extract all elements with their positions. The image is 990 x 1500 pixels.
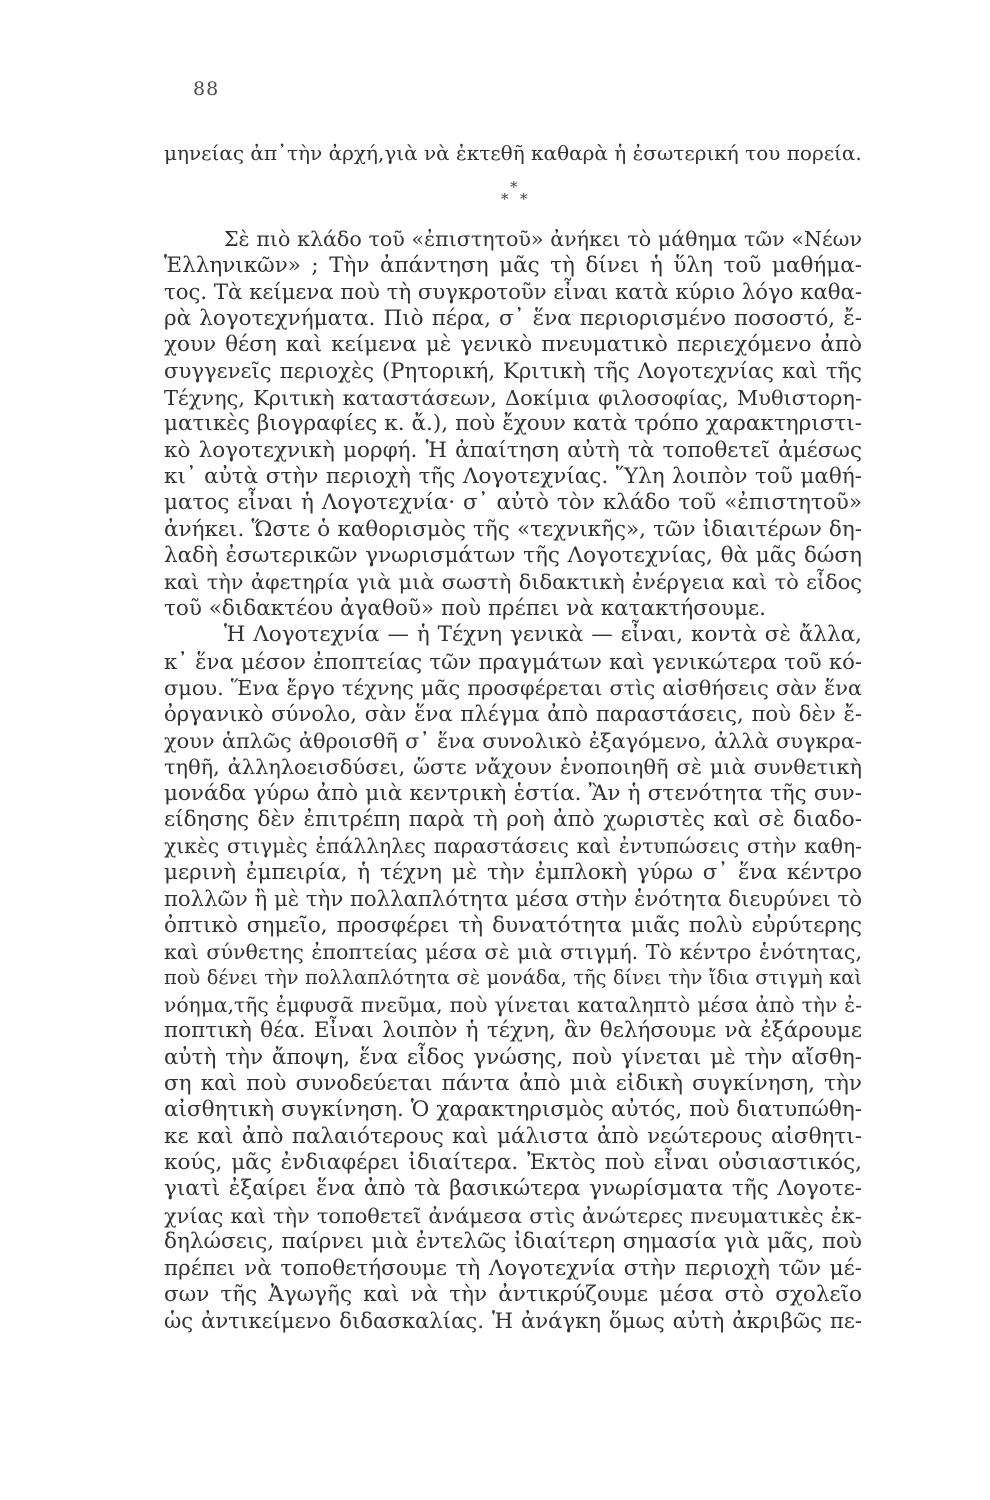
text-line: πολλῶν ἢ μὲ τὴν πολλαπλότητα μέσα στὴν ἑνότητα διευρύνει τὸ [164,886,862,912]
text-line: σμου. Ἕνα ἔργο τέχνης μᾶς προσφέρεται στὶς αἰσθήσεις σὰν ἕνα [164,676,862,701]
text-line: καὶ τὴν ἀφετηρία γιὰ μιὰ σωστὴ διδακτικὴ ἐνέργεια καὶ τὸ εἶδος [164,570,862,595]
text-line: γιατὶ ἐξαίρει ἕνα ἀπὸ τὰ βασικώτερα γνωρίσματα τῆς Λογοτε- [164,1176,862,1202]
text-line: σων τῆς Ἀγωγῆς καὶ νὰ τὴν ἀντικρύζουμε μέσα στὸ σχολεῖο [164,1282,862,1308]
text-line: τηθῆ, ἀλληλοεισδύσει, ὥστε νἄχουν ἑνοποιηθῆ σὲ μιὰ συνθετικὴ [164,755,862,780]
text-line: λαδὴ ἐσωτερικῶν γνωρισμάτων τῆς Λογοτεχνίας, θὰ μᾶς δώση [164,543,862,569]
text-line: νόημα,τῆς ἐμφυσᾶ πνεῦμα, ποὺ γίνεται καταληπτὸ μέσα ἀπὸ τὴν ἐ- [164,992,862,1017]
text-line: ὡς ἀντικείμενο διδασκαλίας. Ἡ ἀνάγκη ὅμως αὐτὴ ἀκριβῶς πε- [164,1308,862,1334]
text-line: κ᾽ ἕνα μέσον ἐποπτείας τῶν πραγμάτων καὶ γενικώτερα τοῦ κό- [164,648,862,674]
text-line: Τέχνης, Κριτικὴ καταστάσεων, Δοκίμια φιλοσοφίας, Μυθιστορη- [164,385,862,410]
text-line: χικὲς στιγμὲς ἐπάλληλες παραστάσεις καὶ ἐντυπώσεις στὴν καθη- [164,834,862,859]
asterism-star: * [501,190,509,209]
text-line: είδησης δὲν ἐπιτρέπη παρὰ τὴ ροὴ ἀπὸ χωριστὲς καὶ σὲ διαδο- [164,806,862,832]
text-line: κι᾽ αὐτὰ στὴν περιοχὴ τῆς Λογοτεχνίας. Ὕλη λοιπὸν τοῦ μαθή- [164,463,862,489]
asterism-separator [164,166,862,226]
asterism-star: * [520,190,528,209]
text-line: κούς, μᾶς ἐνδιαφέρει ἰδιαίτερα. Ἐκτὸς ποὺ εἶναι οὐσιαστικός, [164,1150,862,1176]
text-line: δηλώσεις, παίρνει μιὰ ἐντελῶς ἰδιαίτερη σημασία γιὰ μᾶς, ποὺ [164,1229,862,1255]
text-line: χουν θέση καὶ κείμενα μὲ γενικὸ πνευματικὸ περιεχόμενο ἀπὸ [164,331,862,357]
text-line: ὀργανικὸ σύνολο, σὰν ἕνα πλέγμα ἀπὸ παραστάσεις, ποὺ δὲν ἔ- [164,701,862,727]
paragraph-first-line: Ἡ Λογοτεχνία — ἡ Τέχνη γενικὰ — εἶναι, κοντὰ σὲ ἄλλα, [224,622,862,648]
text-line: ἀνήκει. Ὥστε ὁ καθορισμὸς τῆς «τεχνικῆς», τῶν ἰδιαιτέρων δη- [164,516,862,542]
paragraph-first-line: Σὲ πιὸ κλάδο τοῦ «ἐπιστητοῦ» ἀνήκει τὸ μάθημα τῶν «Νέων [224,227,862,252]
text-line: ματος εἶναι ἡ Λογοτεχνία· σ᾽ αὐτὸ τὸν κλάδο τοῦ «ἐπιστητοῦ» [164,490,862,516]
text-line: καὶ σύνθετης ἐποπτείας μέσα σὲ μιὰ στιγμή. Τὸ κέντρο ἑνότητας, [164,939,862,964]
text-line: ὀπτικὸ σημεῖο, προσφέρει τὴ δυνατότητα μιᾶς πολὺ εὐρύτερης [164,912,862,938]
text-line: κε καὶ ἀπὸ παλαιότερους καὶ μάλιστα ἀπὸ νεώτερους αἰσθητι- [164,1123,862,1149]
text-line: μερινὴ ἐμπειρία, ἡ τέχνη μὲ τὴν ἐμπλοκὴ γύρω σ᾽ ἕνα κέντρο [164,859,862,885]
asterism-star: * [510,178,518,197]
page-number: 88 [193,78,220,100]
text-line: χουν ἁπλῶς ἀθροισθῆ σ᾽ ἕνα συνολικὸ ἐξαγόμενο, ἀλλὰ συγκρα- [164,728,862,753]
text-line: κὸ λογοτεχνικὴ μορφή. Ἡ ἀπαίτηση αὐτὴ τὰ τοποθετεῖ ἀμέσως [164,437,862,463]
text-line: ποὺ δένει τὴν πολλαπλότητα σὲ μονάδα, τῆς δίνει τὴν ἴδια στιγμὴ καὶ [164,966,862,990]
text-line: ποπτικὴ θέα. Εἶναι λοιπὸν ἡ τέχνη, ἂν θελήσουμε νὰ ἐξάρουμε [164,1018,862,1044]
text-line: ρὰ λογοτεχνήματα. Πιὸ πέρα, σ᾽ ἕνα περιορισμένο ποσοστό, ἔ- [164,305,862,331]
text-line: τοῦ «διδακτέου ἀγαθοῦ» ποὺ πρέπει νὰ κατακτήσουμε. [164,595,766,621]
text-line: αἰσθητικὴ συγκίνηση. Ὁ χαρακτηρισμὸς αὐτός, ποὺ διατυπώθη- [164,1097,862,1123]
text-line: τος. Τὰ κείμενα ποὺ τὴ συγκροτοῦν εἶναι κατὰ κύριο λόγο καθα- [164,279,862,305]
text-line: πρέπει νὰ τοποθετήσουμε τὴ Λογοτεχνία στὴν περιοχὴ τῶν μέ- [164,1255,862,1281]
text-line: αὐτὴ τὴν ἄποψη, ἕνα εἶδος γνώσης, ποὺ γίνεται μὲ τὴν αἴσθη- [164,1044,862,1070]
text-line: ση καὶ ποὺ συνοδεύεται πάντα ἀπὸ μιὰ εἰδικὴ συγκίνηση, τὴν [164,1070,862,1096]
body-text [164,140,862,1335]
text-line: συγγενεῖς περιοχὲς (Ρητορική, Κριτικὴ τῆς Λογοτεχνίας καὶ τῆς [164,358,862,384]
text-line: χνίας καὶ τὴν τοποθετεῖ ἀνάμεσα στὶς ἀνώτερες πνευματικὲς ἐκ- [164,1203,862,1228]
text-line: Ἑλληνικῶν» ; Τὴν ἀπάντηση μᾶς τὴ δίνει ἡ ὕλη τοῦ μαθήμα- [164,252,862,278]
text-line: μηνείας ἀπ᾽τὴν ἀρχή,γιὰ νὰ ἐκτεθῆ καθαρὰ ἡ ἐσωτερική του πορεία. [164,141,862,165]
text-line: ματικὲς βιογραφίες κ. ἄ.), ποὺ ἔχουν κατὰ τρόπο χαρακτηριστι- [164,411,862,437]
text-line: μονάδα γύρω ἀπὸ μιὰ κεντρικὴ ἑστία. Ἂν ἡ στενότητα τῆς συν- [164,780,862,806]
